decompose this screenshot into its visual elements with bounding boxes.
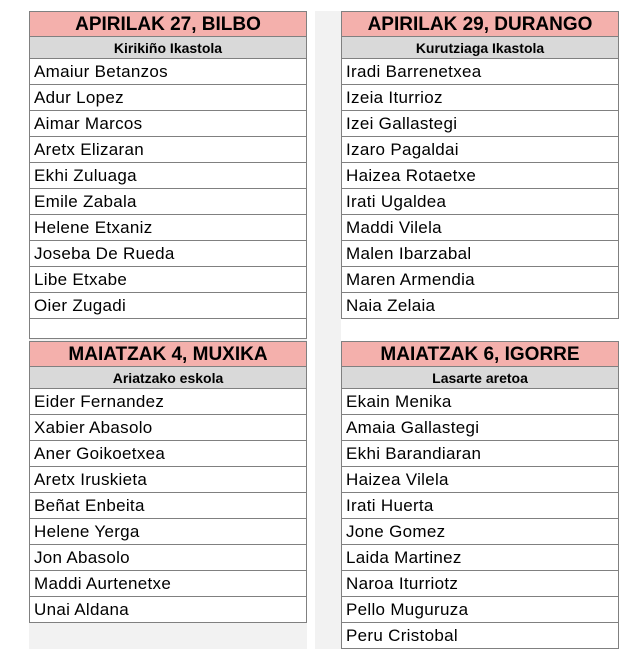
participant-row: Libe Etxabe xyxy=(29,267,307,293)
session-title: APIRILAK 29, DURANGO xyxy=(341,11,619,37)
session-venue: Kirikiño Ikastola xyxy=(29,37,307,59)
session-title: MAIATZAK 4, MUXIKA xyxy=(29,341,307,367)
participant-row: Amaia Gallastegi xyxy=(341,415,619,441)
participant-row: Pello Muguruza xyxy=(341,597,619,623)
session-muxika xyxy=(29,341,307,623)
participant-row: Xabier Abasolo xyxy=(29,415,307,441)
participant-row: Emile Zabala xyxy=(29,189,307,215)
session-venue: Kurutziaga Ikastola xyxy=(341,37,619,59)
participant-row: Izeia Iturrioz xyxy=(341,85,619,111)
participant-row: Irati Ugaldea xyxy=(341,189,619,215)
session-durango xyxy=(341,11,619,319)
participant-row: Maddi Aurtenetxe xyxy=(29,571,307,597)
participant-row: Helene Etxaniz xyxy=(29,215,307,241)
sheet-background-strip-right xyxy=(315,11,341,649)
participant-row: Maren Armendia xyxy=(341,267,619,293)
participant-row: Aretx Elizaran xyxy=(29,137,307,163)
participant-row: Ekain Menika xyxy=(341,389,619,415)
participant-row: Aretx Iruskieta xyxy=(29,467,307,493)
participant-row: Jon Abasolo xyxy=(29,545,307,571)
participant-row: Joseba De Rueda xyxy=(29,241,307,267)
participant-row: Haizea Vilela xyxy=(341,467,619,493)
participant-row: Maddi Vilela xyxy=(341,215,619,241)
participant-row: Unai Aldana xyxy=(29,597,307,623)
participant-row: Jone Gomez xyxy=(341,519,619,545)
participant-row: Beñat Enbeita xyxy=(29,493,307,519)
session-title: MAIATZAK 6, IGORRE xyxy=(341,341,619,367)
participant-row: Izaro Pagaldai xyxy=(341,137,619,163)
participant-row: Aimar Marcos xyxy=(29,111,307,137)
participant-row: Adur Lopez xyxy=(29,85,307,111)
participant-row: Eider Fernandez xyxy=(29,389,307,415)
session-igorre xyxy=(341,341,619,649)
participant-row: Haizea Rotaetxe xyxy=(341,163,619,189)
participant-row: Laida Martinez xyxy=(341,545,619,571)
participant-row: Irati Huerta xyxy=(341,493,619,519)
participant-row: Iradi Barrenetxea xyxy=(341,59,619,85)
participant-row: Naia Zelaia xyxy=(341,293,619,319)
session-title: APIRILAK 27, BILBO xyxy=(29,11,307,37)
participant-row: Amaiur Betanzos xyxy=(29,59,307,85)
session-bilbo xyxy=(29,11,307,339)
participant-row: Ekhi Barandiaran xyxy=(341,441,619,467)
participant-row: Helene Yerga xyxy=(29,519,307,545)
participant-row: Aner Goikoetxea xyxy=(29,441,307,467)
empty-row xyxy=(29,319,307,339)
participant-row: Malen Ibarzabal xyxy=(341,241,619,267)
session-venue: Lasarte aretoa xyxy=(341,367,619,389)
participant-row: Izei Gallastegi xyxy=(341,111,619,137)
participant-row: Naroa Iturriotz xyxy=(341,571,619,597)
participant-row: Peru Cristobal xyxy=(341,623,619,649)
participant-row: Oier Zugadi xyxy=(29,293,307,319)
session-venue: Ariatzako eskola xyxy=(29,367,307,389)
participant-row: Ekhi Zuluaga xyxy=(29,163,307,189)
